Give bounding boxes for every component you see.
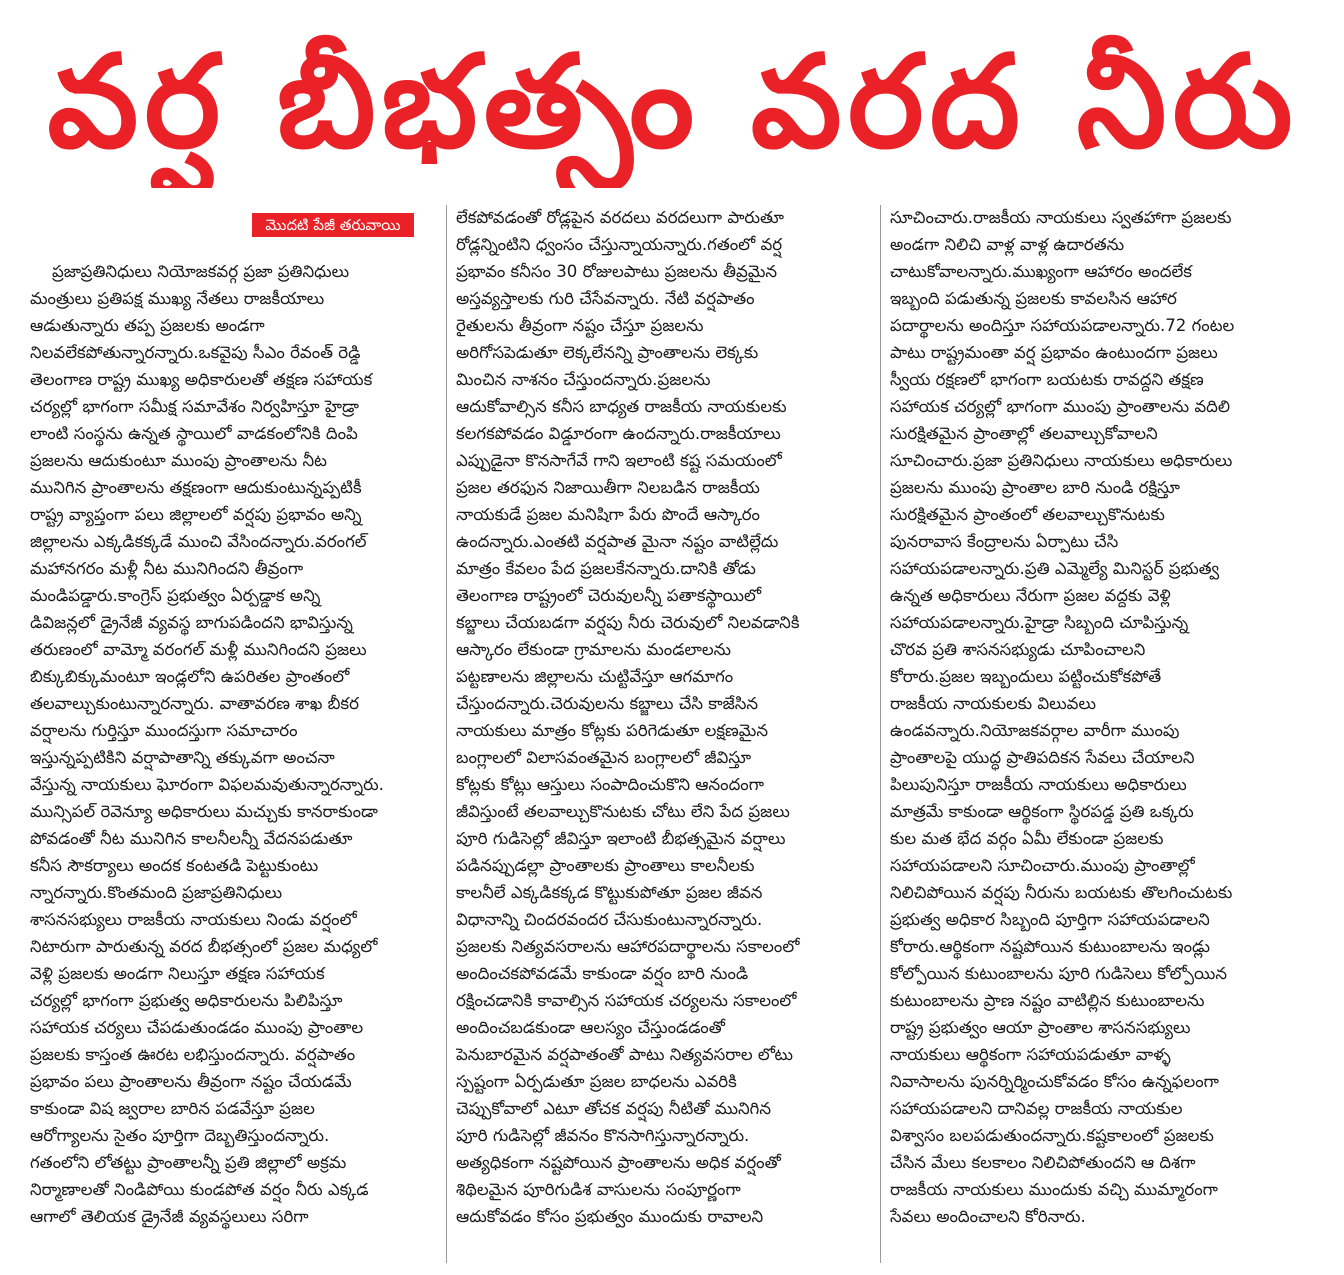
article-line: విశ్వాసం బలపడుతుందన్నారు.కష్టకాలంలో ప్రజలకు xyxy=(890,1126,1214,1145)
article-line: శాసనసభ్యులు రాజకీయ నాయకులు నిండు వర్షంలో xyxy=(30,910,357,929)
article-line: మునిగిన ప్రాంతాలను తక్షణంగా ఆదుకుంటున్నప్పటికీ xyxy=(30,478,362,497)
article-line: పునరావాస కేంద్రాలను ఏర్పాటు చేసి xyxy=(890,532,1119,551)
article-line: చర్యల్లో భాగంగా సమీక్ష సమావేశం నిర్వహిస్తూ హైడ్రా xyxy=(30,397,359,416)
article-line: ప్రభావం పలు ప్రాంతాలను తీవ్రంగా నష్టం చేయడమే xyxy=(30,1072,352,1091)
article-line: తలవాల్చుకుంటున్నారన్నారు. వాతావరణ శాఖ బీకర xyxy=(30,694,359,713)
article-line: అరిగోసపెడుతూ లెక్కలేనన్ని ప్రాంతాలను లెక్కకు xyxy=(456,343,759,362)
article-line: చొరవ ప్రతి శాసనసభ్యుడు చూపించాలని xyxy=(890,640,1146,659)
article-line: ఉన్నత అధికారులు నేరుగా ప్రజల వద్దకు వెళ్లి xyxy=(890,586,1171,605)
article-line: జీవిస్తుంటే తలవాల్చుకొనుటకు చోటు లేని పేద ప్రజలు xyxy=(456,802,790,821)
article-line: గతంలోని లోతట్టు ప్రాంతాలన్నీ ప్రతి జిల్లాలో అక్రమ xyxy=(30,1153,347,1172)
article-line: ప్రభావం కనీసం 30 రోజులపాటు ప్రజలను తీవ్రమైన xyxy=(456,262,778,281)
article-line: నాయకుడే ప్రజల మనిషిగా పేరు పొందే ఆస్కారం xyxy=(456,505,760,524)
article-line: కోరారు.ప్రజల ఇబ్బందులు పట్టించుకోకపోతే xyxy=(890,667,1162,686)
article-line: అత్యధికంగా నష్టపోయిన ప్రాంతాలను అధిక వర్షంతో xyxy=(456,1153,781,1172)
article-line: రోడ్లన్నింటిని ధ్వంసం చేస్తున్నాయన్నారు.గతంలో వర్ష xyxy=(456,235,783,254)
article-line: పూరి గుడిసెల్లో జీవిస్తూ ఇలాంటి బీభత్సమైన వర్షాలు xyxy=(456,829,786,848)
article-line: చెప్పుకోవాలో ఎటూ తోచక వర్షపు నీటితో మునిగిన xyxy=(456,1099,772,1118)
article-line: కుటుంబాలను ప్రాణ నష్టం వాటిల్లిన కుటుంబాలను xyxy=(890,991,1205,1010)
article-line: పిలుపునిస్తూ రాజకీయ నాయకులు అధికారులు xyxy=(890,775,1187,794)
article-line: రాష్ట్ర వ్యాప్తంగా పలు జిల్లాలలో వర్షపు ప్రభావం అన్ని xyxy=(30,505,362,524)
article-line: అందించబడకుండా ఆలస్యం చేస్తుండడంతో xyxy=(456,1018,725,1037)
article-line: డివిజన్లలో డ్రైనేజీ వ్యవస్థ బాగుపడిందని భావిస్తున్న xyxy=(30,613,353,632)
article-line: నాయకులు ఆర్థికంగా సహాయపడుతూ వాళ్ళ xyxy=(890,1045,1171,1064)
article-line: పెనుబారమైన వర్షపాతంతో పాటు నిత్యవసరాల లోటు xyxy=(456,1045,793,1064)
article-line: సూచించారు.రాజకీయ నాయకులు స్వతహాగా ప్రజలకు xyxy=(890,208,1232,227)
article-line: ఇస్తున్నప్పటికిని వర్షాపాతాన్ని తక్కువగా అంచనా xyxy=(30,748,335,767)
article-line: సూచించారు.ప్రజా ప్రతినిధులు నాయకులు అధికారులు xyxy=(890,451,1233,470)
article-line: ప్రజలకు నిత్యవసరాలను ఆహారపదార్థాలను సకాలంలో xyxy=(456,937,800,956)
article-line: ప్రజాప్రతినిధులు నియోజకవర్గ ప్రజా ప్రతినిధులు xyxy=(52,262,350,281)
article-line: ఆగాలో తెలియక డ్రైనేజీ వ్యవస్థలులు సరిగా xyxy=(30,1207,309,1226)
article-line: కోల్పోయిన కుటుంబాలను పూరి గుడిసెలు కోల్పోయిన xyxy=(890,964,1228,983)
article-line: సురక్షితమైన ప్రాంతాల్లో తలవాల్చుకోవాలని xyxy=(890,424,1158,443)
article-line: ఉండవన్నారు.నియోజకవర్గాల వారీగా ముంపు xyxy=(890,721,1180,740)
article-line: నాయకులు మాత్రం కోట్లకు పరిగెడుతూ లక్షణమైన xyxy=(456,721,768,740)
article-line: నిటారుగా పారుతున్న వరద బీభత్సంలో ప్రజల మధ్యలో xyxy=(30,937,378,956)
article-line: జిల్లాలను ఎక్కడికక్కడే ముంచి వేసిందన్నారు.వరంగల్ xyxy=(30,532,367,551)
article-line: చర్యల్లో భాగంగా ప్రభుత్వ అధికారులను పిలిపిస్తూ xyxy=(30,991,343,1010)
article-line: చేస్తుందన్నారు.చెరువులను కబ్జాలు చేసి కాజేసిన xyxy=(456,694,759,713)
article-line: సహాయపడాలన్నారు.హైడ్రా సిబ్బంది చూపిస్తున్న xyxy=(890,613,1189,632)
article-line: విధానాన్ని చిందరవందర చేసుకుంటున్నారన్నారు. xyxy=(456,910,763,929)
article-line: ఆడుతున్నారు తప్ప ప్రజలకు అండగా xyxy=(30,316,265,335)
article-line: పడినప్పుడల్లా ప్రాంతాలకు ప్రాంతాలు కాలనీలకు xyxy=(456,856,755,875)
article-line: ఉందన్నారు.ఎంతటి వర్షపాత మైనా నష్టం వాటిల్లేదు xyxy=(456,532,779,551)
article-line: ప్రజలకు కాస్తంత ఊరట లభిస్తుందన్నారు. వర్షపాతం xyxy=(30,1045,356,1064)
article-line: మించిన నాశనం చేస్తుందన్నారు.ప్రజలను xyxy=(456,370,711,389)
article-line: మండిపడ్డారు.కాంగ్రెస్ ప్రభుత్వం ఏర్పడ్డాక అన్ని xyxy=(30,586,321,605)
article-line: నివాసాలను పునర్నిర్మించుకోవడం కోసం ఉన్నఫలంగా xyxy=(890,1072,1219,1091)
article-line: ఎప్పుడైనా కొనసాగేవే గాని ఇలాంటి కష్ట సమయంలో xyxy=(456,451,782,470)
article-line: కోరారు.ఆర్థికంగా నష్టపోయిన కుటుంబాలను ఇండ్లు xyxy=(890,937,1211,956)
article-line: స్వీయ రక్షణలో భాగంగా బయటకు రావద్దని తక్షణ xyxy=(890,370,1204,389)
article-line: వెళ్లి ప్రజలకు అండగా నిలుస్తూ తక్షణ సహాయక xyxy=(30,964,325,983)
article-line: సహాయక చర్యలు చేపడుతుండడం ముంపు ప్రాంతాల xyxy=(30,1018,364,1037)
article-line: ప్రజలను ముంపు ప్రాంతాల బారి నుండి రక్షిస్తూ xyxy=(890,478,1180,497)
article-line: పదార్థాలను అందిస్తూ సహాయపడాలన్నారు.72 గంటల xyxy=(890,316,1235,335)
article-column-3 xyxy=(890,204,1310,1230)
article-line: పోవడంతో నీట మునిగిన కాలనీలన్నీ వేదనపడుతూ xyxy=(30,829,353,848)
article-line: చాటుకోవాలన్నారు.ముఖ్యంగా ఆహారం అందలేక xyxy=(890,262,1192,281)
continued-from-front-page-label: మొదటి పేజీ తరువాయి xyxy=(252,213,414,237)
article-line: రాజకీయ నాయకులకు విలువలు xyxy=(890,694,1096,713)
article-line: వేస్తున్న నాయకులు ఘోరంగా విఫలమవుతున్నారన్నారు. xyxy=(30,775,384,794)
article-line: ఆరోగ్యాలను సైతం పూర్తిగా దెబ్బతిస్తుందన్నారు. xyxy=(30,1126,330,1145)
article-line: తెలంగాణ రాష్ట్రంలో చెరువులన్నీ పతాకస్థాయిలో xyxy=(456,586,762,605)
article-line: న్నారన్నారు.కొంతమంది ప్రజాప్రతినిధులు xyxy=(30,883,283,902)
article-line: పూరి గుడిసెల్లో జీవనం కొనసాగిస్తున్నారన్నారు. xyxy=(456,1126,750,1145)
article-line: వర్షాలను గుర్తిస్తూ ముందస్తుగా సమాచారం xyxy=(30,721,298,740)
article-line: ఆదుకోవాల్సిన కనీస బాధ్యత రాజకీయ నాయకులకు xyxy=(456,397,787,416)
article-line: మహానగరం మళ్లీ నీట మునిగిందని తీవ్రంగా xyxy=(30,559,304,578)
article-line: ప్రభుత్వ అధికార సిబ్బంది పూర్తిగా సహాయపడాలని xyxy=(890,910,1210,929)
article-line: సురక్షితమైన ప్రాంతంలో తలవాల్చుకొనుటకు xyxy=(890,505,1165,524)
article-line: మంత్రులు ప్రతిపక్ష ముఖ్య నేతలు రాజకీయాలు xyxy=(30,289,325,308)
article-line: రాష్ట్ర ప్రభుత్వం ఆయా ప్రాంతాల శాసనసభ్యులు xyxy=(890,1018,1191,1037)
article-line: అండగా నిలిచి వాళ్ల వాళ్ల ఉదారతను xyxy=(890,235,1125,254)
article-line: సహాయపడాలని సూచించారు.ముంపు ప్రాంతాల్లో xyxy=(890,856,1195,875)
article-line: మాత్రం కేవలం పేద ప్రజలకేనన్నారు.దానికి తోడు xyxy=(456,559,756,578)
article-line: ప్రాంతాలపై యుద్ధ ప్రాతిపదికన సేవలు చేయాలని xyxy=(890,748,1195,767)
article-line: కాకుండా విష జ్వరాల బారిన పడవేస్తూ ప్రజల xyxy=(30,1099,315,1118)
article-line: ఆస్కారం లేకుండా గ్రామాలను మండలాలను xyxy=(456,640,732,659)
article-line: లేకపోవడంతో రోడ్లపైన వరదలు వరదలుగా పారుతూ xyxy=(456,208,784,227)
article-line: ప్రజలను ఆదుకుంటూ ముంపు ప్రాంతాలను నీట xyxy=(30,451,327,470)
article-line: కుల మత భేద వర్గం ఏమీ లేకుండా ప్రజలకు xyxy=(890,829,1164,848)
article-column-2 xyxy=(456,204,874,1230)
article-line: సహాయపడాలని దానివల్ల రాజకీయ నాయకుల xyxy=(890,1099,1183,1118)
article-line: బంగ్లాలలో విలాసవంతమైన బంగ్లాలలో జీవిస్తూ xyxy=(456,748,752,767)
article-line: రక్షించడానికి కావాల్సిన సహాయక చర్యలను సకాలంలో xyxy=(456,991,797,1010)
article-line: నిలిచిపోయిన వర్షపు నీరును బయటకు తొలగించుటకు xyxy=(890,883,1233,902)
article-line: పాటు రాష్ట్రమంతా వర్ష ప్రభావం ఉంటుందగా ప్రజలు xyxy=(890,343,1218,362)
article-line: లాంటి సంస్థను ఉన్నత స్థాయిలో వాడకంలోనికి దింపి xyxy=(30,424,358,443)
article-line: కోట్లకు కోట్లు ఆస్తులు సంపాదించుకొని ఆనందంగా xyxy=(456,775,765,794)
article-line: కలగకపోవడం విడ్డూరంగా ఉందన్నారు.రాజకీయాలు xyxy=(456,424,781,443)
article-line: స్పష్టంగా ఏర్పడుతూ ప్రజల బాధలను ఎవరికి xyxy=(456,1072,737,1091)
article-line: శిథిలమైన పూరిగుడిశ వాసులను సంపూర్ణంగా xyxy=(456,1180,741,1199)
article-line: ప్రజల తరఫున నిజాయితీగా నిలబడిన రాజకీయ xyxy=(456,478,760,497)
article-line: రైతులను తీవ్రంగా నష్టం చేస్తూ ప్రజలను xyxy=(456,316,704,335)
article-line: పట్టణాలను జిల్లాలను చుట్టివేస్తూ ఆగమాగం xyxy=(456,667,734,686)
article-line: తెలంగాణ రాష్ట్ర ముఖ్య అధికారులతో తక్షణ సహాయక xyxy=(30,370,373,389)
article-line: సహాయపడాలన్నారు.ప్రతి ఎమ్మెల్యే మినిస్టర్ ప్రభుత్వ xyxy=(890,559,1220,578)
article-column-1 xyxy=(30,258,442,1230)
article-line: అందించకపోవడమే కాకుండా వర్షం బారి నుండి xyxy=(456,964,749,983)
article-line: ఇబ్బంది పడుతున్న ప్రజలకు కావలసిన ఆహార xyxy=(890,289,1177,308)
article-line: తరుణంలో వామ్మో వరంగల్ మళ్లీ మునిగిందని ప్రజలు xyxy=(30,640,367,659)
article-line: ఆదుకోవడం కోసం ప్రభుత్వం ముందుకు రావాలని xyxy=(456,1207,764,1226)
article-line: కబ్జాలు చేయబడగా వర్షపు నీరు చెరువులో నిలవడానికి xyxy=(456,613,800,632)
column-divider xyxy=(880,205,881,1263)
article-line: మున్సిపల్ రెవెన్యూ అధికారులు మచ్చుకు కానరాకుండా xyxy=(30,802,378,821)
article-line: చేసిన మేలు కలకాలం నిలిచిపోతుందని ఆ దిశగా xyxy=(890,1153,1196,1172)
column-divider xyxy=(446,205,447,1263)
article-line: కనీస సౌకర్యాలు అందక కంటతడి పెట్టుకుంటు xyxy=(30,856,319,875)
article-line: బిక్కుబిక్కుమంటూ ఇండ్లలోని ఉపరితల ప్రాంతంలో xyxy=(30,667,350,686)
article-line: రాజకీయ నాయకులు ముందుకు వచ్చి ముమ్మారంగా xyxy=(890,1180,1218,1199)
article-line: నిలవలేకపోతున్నారన్నారు.ఒకవైపు సీఎం రేవంత్ రెడ్డి xyxy=(30,343,361,362)
headline: వర్ష బీభత్సం వరద నీరు xyxy=(47,28,1299,177)
article-line: సహాయక చర్యల్లో భాగంగా ముంపు ప్రాంతాలను వదిలి xyxy=(890,397,1231,416)
article-line: మాత్రమే కాకుండా ఆర్థికంగా స్థిరపడ్డ ప్రతి ఒక్కరు xyxy=(890,802,1194,821)
article-line: అస్తవ్యస్తాలకు గురి చేసేవన్నారు. నేటి వర్షపాతం xyxy=(456,289,755,308)
article-line: సేవలు అందించాలని కోరినారు. xyxy=(890,1207,1086,1226)
article-line: కాలనీలే ఎక్కడికక్కడ కొట్టుకుపోతూ ప్రజల జీవన xyxy=(456,883,763,902)
article-line: నిర్మాణాలతో నిండిపోయి కుండపోత వర్షం నీరు ఎక్కడ xyxy=(30,1180,369,1199)
